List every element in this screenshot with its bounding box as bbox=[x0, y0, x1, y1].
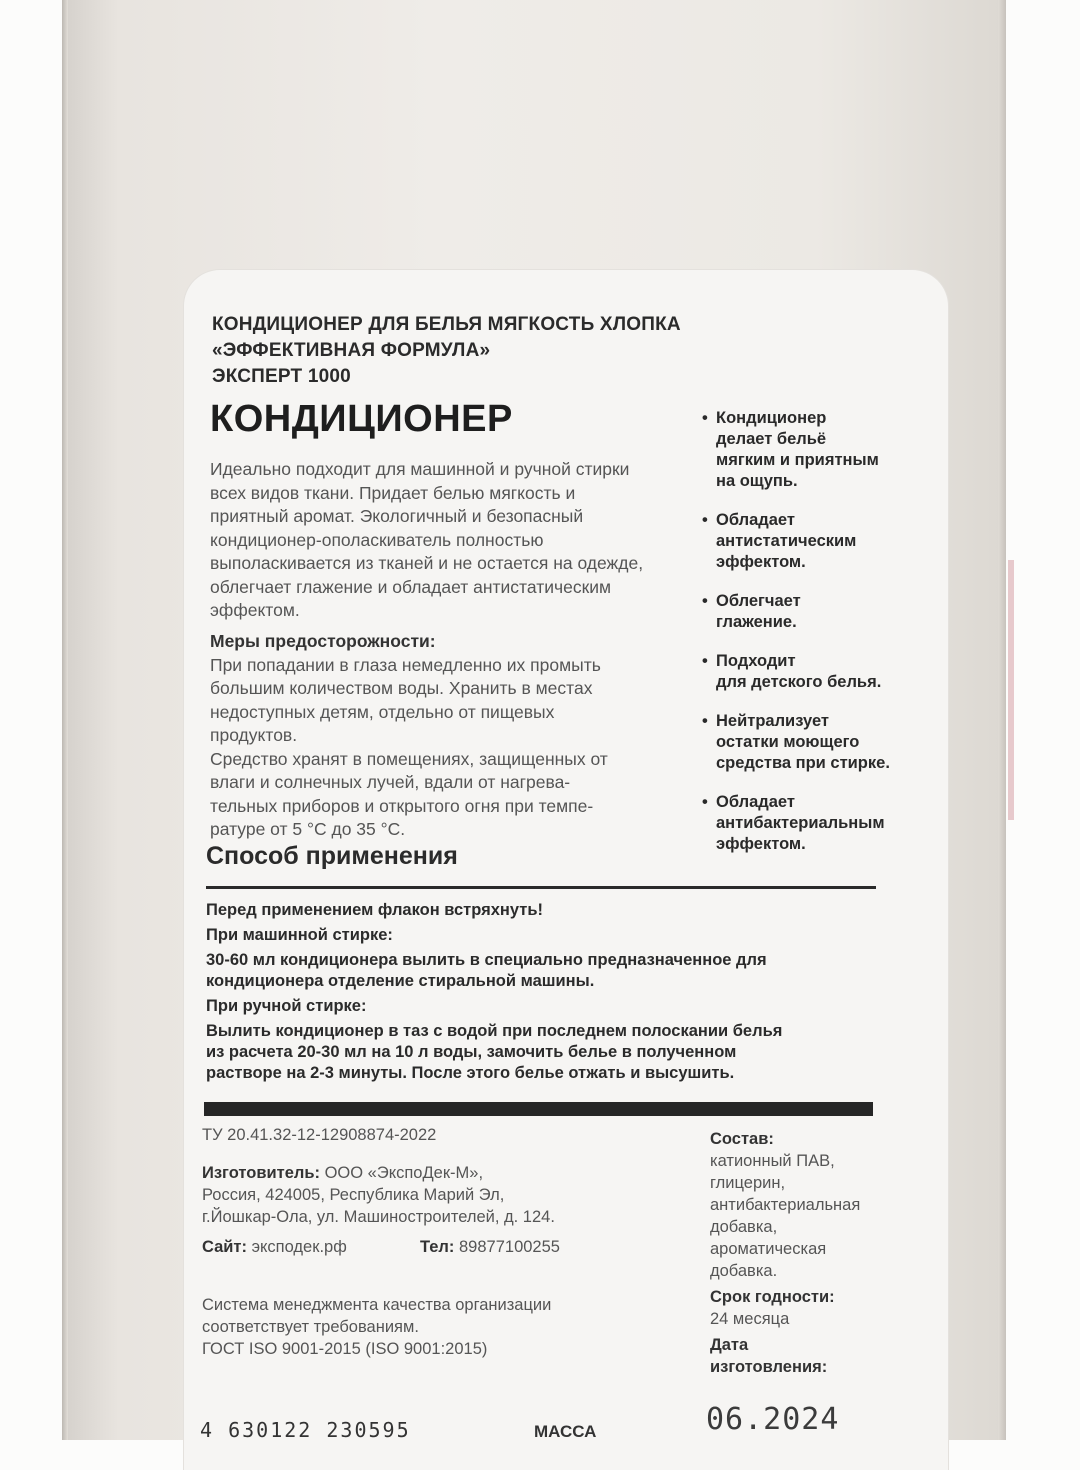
benefit-line: эффектом. bbox=[716, 553, 806, 571]
product-type-title: КОНДИЦИОНЕР bbox=[210, 398, 513, 440]
benefit-line: • Облегчает bbox=[716, 592, 801, 610]
benefit-item bbox=[702, 651, 932, 693]
benefit-line: эффектом. bbox=[716, 835, 806, 853]
header-line: ЭКСПЕРТ 1000 bbox=[212, 366, 351, 387]
benefit-line: средства при стирке. bbox=[716, 754, 890, 772]
benefit-item bbox=[702, 591, 932, 633]
shelf-life-title: Срок годности: bbox=[710, 1288, 835, 1306]
tel-value: 89877100255 bbox=[454, 1238, 560, 1256]
tel-row bbox=[420, 1236, 560, 1258]
benefit-item bbox=[702, 792, 932, 855]
precautions-line: продуктов. bbox=[210, 725, 298, 745]
site-row bbox=[202, 1236, 347, 1258]
description-line: всех видов ткани. Придает белью мягкость и bbox=[210, 482, 576, 503]
description-line: приятный аромат. Экологичный и безопасный bbox=[210, 506, 584, 526]
benefit-line: на ощупь. bbox=[716, 472, 798, 490]
usage-line: кондиционера отделение стиральной машины. bbox=[206, 972, 595, 990]
composition-line: ароматическая bbox=[710, 1240, 827, 1258]
address-line: Россия, 424005, Республика Марий Эл, bbox=[202, 1186, 505, 1204]
precautions-line: недоступных детям, отдельно от пищевых bbox=[210, 701, 555, 722]
description-line: выполаскивается из тканей и не остается на одежде, bbox=[210, 553, 644, 573]
tel-label: Тел: bbox=[420, 1238, 455, 1256]
mass-label: МАССА bbox=[534, 1422, 597, 1441]
composition-line: глицерин, bbox=[710, 1174, 786, 1192]
benefit-line: глажение. bbox=[716, 613, 797, 631]
description-line: облегчает глажение и обладает антистатическим bbox=[210, 576, 612, 597]
precautions-line: ратуре от 5 °С до 35 °С. bbox=[210, 819, 406, 839]
quality-line: ГОСТ ISO 9001-2015 (ISO 9001:2015) bbox=[202, 1340, 488, 1358]
description-line: кондиционер-ополаскиватель полностью bbox=[210, 529, 544, 550]
benefit-line: • Кондиционер bbox=[716, 409, 827, 427]
usage-line: Вылить кондиционер в таз с водой при последнем полоскании белья bbox=[206, 1022, 783, 1040]
precautions-line: При попадании в глаза немедленно их промыть bbox=[210, 654, 601, 675]
benefit-line: остатки моющего bbox=[716, 733, 860, 751]
barcode-digits: 4 630122 230595 bbox=[200, 1418, 411, 1442]
header-line: «ЭФФЕКТИВНАЯ ФОРМУЛА» bbox=[212, 340, 491, 361]
description-line: Идеально подходит для машинной и ручной стирки bbox=[210, 459, 630, 479]
site-value: эксподек.рф bbox=[247, 1238, 347, 1256]
composition-title: Состав: bbox=[710, 1130, 774, 1148]
precautions-line: влаги и солнечных лучей, вдали от нагрева- bbox=[210, 772, 571, 792]
precautions-block bbox=[210, 630, 680, 842]
header-line: КОНДИЦИОНЕР ДЛЯ БЕЛЬЯ МЯГКОСТЬ ХЛОПКА bbox=[212, 314, 681, 335]
precautions-line: тельных приборов и открытого огня при темпе- bbox=[210, 795, 594, 816]
usage-line: При ручной стирке: bbox=[206, 997, 367, 1015]
composition-line: антибактериальная bbox=[710, 1196, 861, 1214]
usage-divider bbox=[206, 886, 876, 889]
benefits-list bbox=[702, 408, 932, 873]
tu-code: ТУ 20.41.32-12-12908874-2022 bbox=[202, 1126, 437, 1144]
manufacturer-line bbox=[202, 1162, 682, 1184]
usage-line: При машинной стирке: bbox=[206, 926, 393, 944]
section-bar bbox=[204, 1102, 873, 1116]
bottle-edge-right bbox=[998, 0, 1006, 1440]
bottle-edge-left bbox=[62, 0, 68, 1440]
quality-line: соответствует требованиям. bbox=[202, 1318, 419, 1336]
mfg-date-title-line: изготовления: bbox=[710, 1358, 828, 1376]
benefit-line: мягким и приятным bbox=[716, 451, 879, 469]
benefit-line: антистатическим bbox=[716, 532, 857, 550]
usage-line: растворе на 2-3 минуты. После этого белье отжать и высушить. bbox=[206, 1064, 735, 1082]
benefit-line: для детского белья. bbox=[716, 673, 882, 691]
bottle-side-tint bbox=[1008, 560, 1014, 820]
manufacturer-label: Изготовитель: bbox=[202, 1164, 320, 1182]
site-label: Сайт: bbox=[202, 1238, 248, 1256]
shelf-life-value: 24 месяца bbox=[710, 1310, 790, 1328]
precautions-line: большим количеством воды. Хранить в местах bbox=[210, 678, 593, 698]
manufacturer-block bbox=[202, 1162, 682, 1228]
benefit-line: • Обладает bbox=[716, 793, 795, 811]
description-line: эффектом. bbox=[210, 600, 300, 620]
composition-line: добавка, bbox=[710, 1218, 778, 1236]
usage-line: Перед применением флакон встряхнуть! bbox=[206, 901, 543, 919]
precautions-title: Меры предосторожности: bbox=[210, 631, 436, 651]
manufacturer-value: ООО «ЭкспоДек-М», bbox=[320, 1164, 484, 1182]
usage-line: 30-60 мл кондиционера вылить в специально предназначенное для bbox=[206, 951, 767, 969]
quality-line: Система менеджмента качества организации bbox=[202, 1296, 552, 1314]
composition-line: добавка. bbox=[710, 1262, 778, 1280]
benefit-item bbox=[702, 711, 932, 774]
quality-block bbox=[202, 1294, 551, 1360]
usage-line: из расчета 20-30 мл на 10 л воды, замочить белье в полученном bbox=[206, 1043, 737, 1061]
composition-line: катионный ПАВ, bbox=[710, 1152, 835, 1170]
composition-block bbox=[710, 1128, 910, 1378]
benefit-line: • Обладает bbox=[716, 511, 795, 529]
benefit-item bbox=[702, 408, 932, 492]
address-line: г.Йошкар-Ола, ул. Машиностроителей, д. 124. bbox=[202, 1208, 555, 1226]
benefit-line: делает бельё bbox=[716, 430, 827, 448]
description bbox=[210, 458, 680, 623]
benefit-line: • Нейтрализует bbox=[716, 712, 829, 730]
usage-title: Способ применения bbox=[206, 842, 458, 870]
benefit-item bbox=[702, 510, 932, 573]
usage-instructions bbox=[206, 900, 886, 1084]
mfg-date: 06.2024 bbox=[706, 1402, 840, 1437]
precautions-line: Средство хранят в помещениях, защищенных от bbox=[210, 748, 608, 769]
benefit-line: • Подходит bbox=[716, 652, 796, 670]
label-header bbox=[212, 312, 681, 390]
benefit-line: антибактериальным bbox=[716, 814, 885, 832]
mfg-date-title-line: Дата bbox=[710, 1336, 749, 1354]
